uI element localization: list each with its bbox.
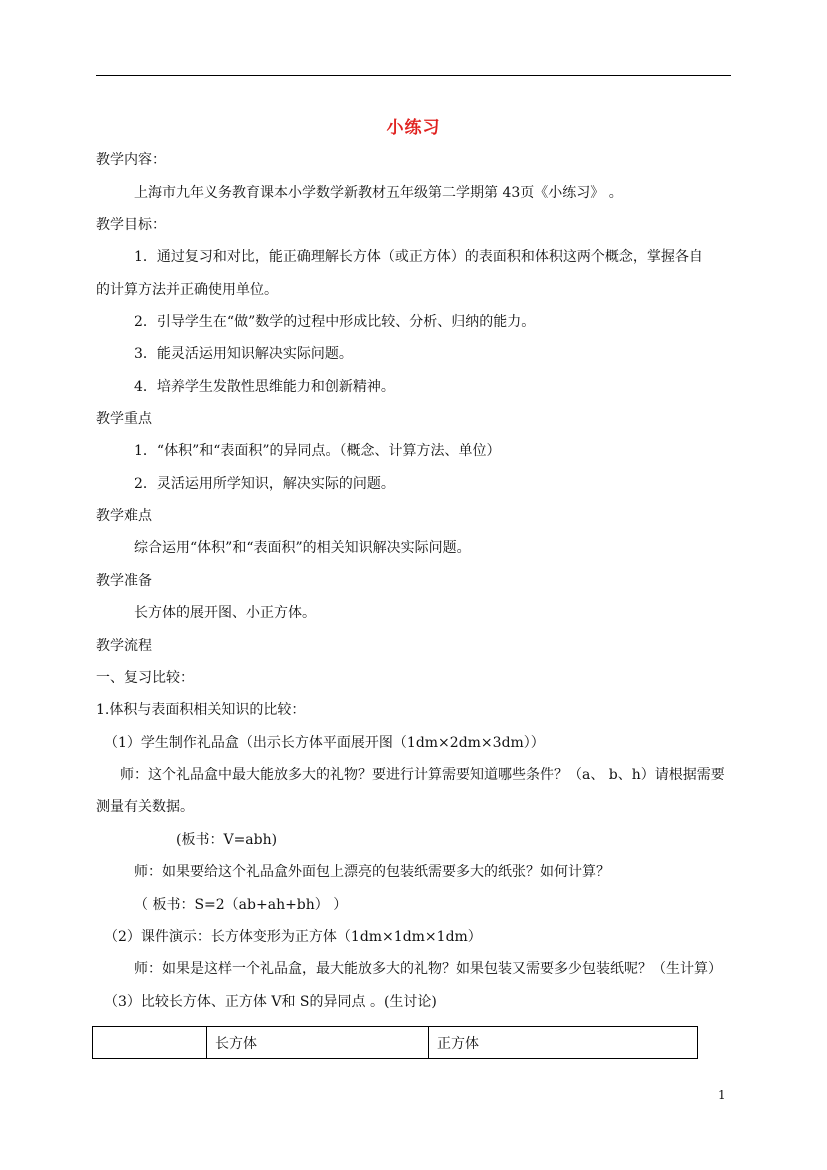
step-2: （2）课件演示：长方体变形为正方体（1dm×1dm×1dm） (104, 929, 482, 945)
difficulty-text: 综合运用“体积”和“表面积”的相关知识解决实际问题。 (134, 540, 471, 556)
board-formula-surface: （ 板书：S=2（ab+ah+bh） ） (134, 897, 348, 913)
table-header-cuboid: 长方体 (207, 1027, 429, 1059)
step-3: （3）比较长方体、正方体 V和 S的异同点 。(生讨论) (104, 994, 437, 1010)
teacher-question-2: 师：如果要给这个礼品盒外面包上漂亮的包装纸需要多大的纸张？如何计算？ (134, 864, 610, 880)
heading-difficulties: 教学难点 (96, 508, 152, 524)
goal-1: 1．通过复习和对比，能正确理解长方体（或正方体）的表面积和体积这两个概念，掌握各自 (134, 249, 703, 265)
paragraph-content: 上海市九年义务教育课本小学数学新教材五年级第二学期第 43页《小练习》 。 (134, 185, 623, 201)
board-formula-volume: (板书：V=abh) (176, 832, 278, 848)
comparison-table (92, 1026, 698, 1059)
teacher-question-3: 师：如果是这样一个礼品盒，最大能放多大的礼物？如果包装又需要多少包装纸呢？（生计算） (134, 961, 722, 977)
goal-2: 2．引导学生在“做”数学的过程中形成比较、分析、归纳的能力。 (134, 314, 536, 330)
goal-3: 3．能灵活运用知识解决实际问题。 (134, 346, 353, 362)
table-header-cube: 正方体 (429, 1027, 698, 1059)
key-point-2: 2．灵活运用所学知识，解决实际的问题。 (134, 476, 395, 492)
heading-preparation: 教学准备 (96, 573, 152, 589)
goal-4: 4．培养学生发散性思维能力和创新精神。 (134, 379, 395, 395)
heading-teaching-content: 教学内容： (96, 152, 166, 168)
key-point-1: 1．“体积”和“表面积”的异同点。（概念、计算方法、单位） (134, 443, 501, 459)
document-title: 小练习 (386, 118, 441, 138)
heading-key-points: 教学重点 (96, 411, 152, 427)
goal-1-continued: 的计算方法并正确使用单位。 (96, 282, 278, 298)
page-number: 1 (718, 1088, 726, 1102)
header-rule (96, 75, 731, 76)
teacher-question-1-continued: 测量有关数据。 (96, 799, 194, 815)
table-row (93, 1027, 698, 1059)
teacher-question-1: 师：这个礼品盒中最大能放多大的礼物？要进行计算需要知道哪些条件？（a、 b、h）请根据需要 (120, 767, 725, 783)
step-1: （1）学生制作礼品盒（出示长方体平面展开图（1dm×2dm×3dm）） (104, 735, 545, 751)
subsection-comparison: 1.体积与表面积相关知识的比较： (96, 702, 306, 718)
preparation-text: 长方体的展开图、小正方体。 (134, 605, 316, 621)
section-review: 一、复习比较： (96, 670, 194, 686)
heading-process: 教学流程 (96, 638, 152, 654)
heading-teaching-goals: 教学目标： (96, 217, 166, 233)
table-cell-empty (93, 1027, 207, 1059)
